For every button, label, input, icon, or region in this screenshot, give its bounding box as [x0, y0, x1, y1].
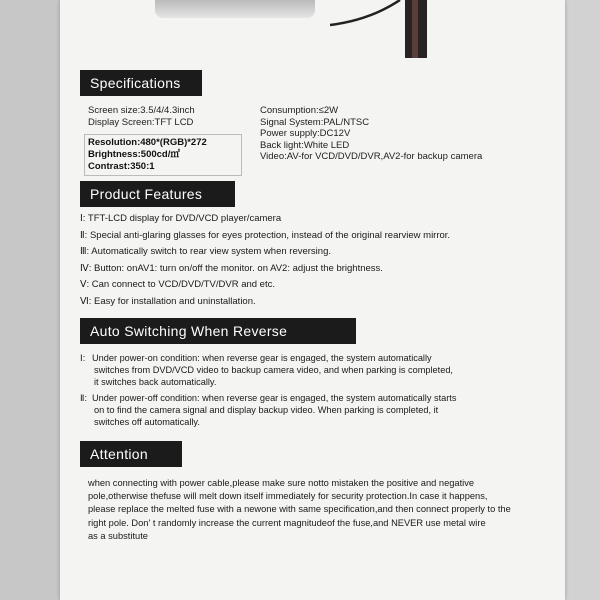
spec-power-supply: Power supply:DC12V [260, 128, 351, 139]
item-line: Under power-on condition: when reverse gear is engaged, the system automatically [92, 353, 432, 363]
cable-photo-fragment [330, 0, 450, 60]
background-right [560, 0, 600, 600]
feature-item: Ⅳ: Button: onAV1: turn on/off the monitor. on AV2: adjust the brightness. [80, 262, 383, 274]
feature-item: Ⅵ: Easy for installation and uninstallation. [80, 295, 256, 307]
spec-back-light: Back light:White LED [260, 139, 350, 151]
attention-heading [80, 441, 182, 467]
item-line: switches off automatically. [94, 416, 200, 427]
spec-display-screen: Display Screen:TFT LCD [88, 116, 194, 128]
item-number: Ⅰ: [80, 353, 86, 363]
spec-resolution: Resolution:480*(RGB)*272 [88, 137, 207, 148]
spec-signal-system: Signal System:PAL/NTSC [260, 116, 370, 128]
item-line: on to find the camera signal and display backup video. When parking is completed, it [94, 404, 439, 415]
spec-consumption: Consumption:≤2W [260, 105, 339, 116]
spec-bold-block [84, 134, 242, 176]
background-left [0, 0, 62, 600]
attention-line: please replace the melted fuse with a newone with same specification,and then connect properly to the [88, 504, 511, 515]
feature-item: Ⅴ: Can connect to VCD/DVD/TV/DVR and etc. [80, 279, 275, 291]
item-line: it switches back automatically. [94, 376, 217, 387]
product-photo-fragment [155, 0, 315, 18]
attention-heading-text: Attention [90, 446, 148, 462]
features-list [80, 211, 450, 311]
spec-video: Video:AV-for VCD/DVD/DVR,AV2-for backup camera [260, 151, 483, 162]
auto-switching-heading [80, 318, 356, 344]
product-features-heading [80, 181, 235, 207]
specifications-heading [80, 70, 202, 96]
spec-left-column [88, 105, 195, 128]
attention-line: when connecting with power cable,please make sure notto mistaken the positive and negative [88, 478, 475, 488]
attention-text [88, 477, 553, 543]
item-line: switches from DVD/VCD video to backup camera video, and when parking is completed, [94, 364, 453, 375]
spec-contrast: Contrast:350:1 [88, 161, 155, 172]
auto-switching-item-2 [80, 393, 550, 428]
product-features-heading-text: Product Features [90, 186, 203, 202]
spec-screen-size: Screen size:3.5/4/4.3inch [88, 105, 195, 116]
spec-brightness: Brightness:500cd/㎡ [88, 149, 180, 160]
attention-line: as a substitute [88, 530, 148, 541]
attention-line: pole,otherwise thefuse will melt down itself immediately for security protection.In case it happens, [88, 491, 488, 502]
specifications-heading-text: Specifications [90, 75, 181, 91]
spec-right-column [260, 105, 482, 163]
attention-line: right pole. Don' t randomly increase the current magnitudeof the fuse,and NEVER use metal wire [88, 517, 486, 528]
item-line: Under power-off condition: when reverse gear is engaged, the system automatically starts [92, 393, 457, 403]
auto-switching-heading-text: Auto Switching When Reverse [90, 323, 288, 339]
item-number: Ⅱ: [80, 393, 88, 403]
feature-item: Ⅱ: Special anti-glaring glasses for eyes protection, instead of the original rearview mirror. [80, 229, 451, 241]
feature-item: Ⅰ: TFT-LCD display for DVD/VCD player/camera [80, 213, 282, 224]
auto-switching-item-1 [80, 353, 550, 388]
feature-item: Ⅲ: Automatically switch to rear view system when reversing. [80, 246, 331, 258]
